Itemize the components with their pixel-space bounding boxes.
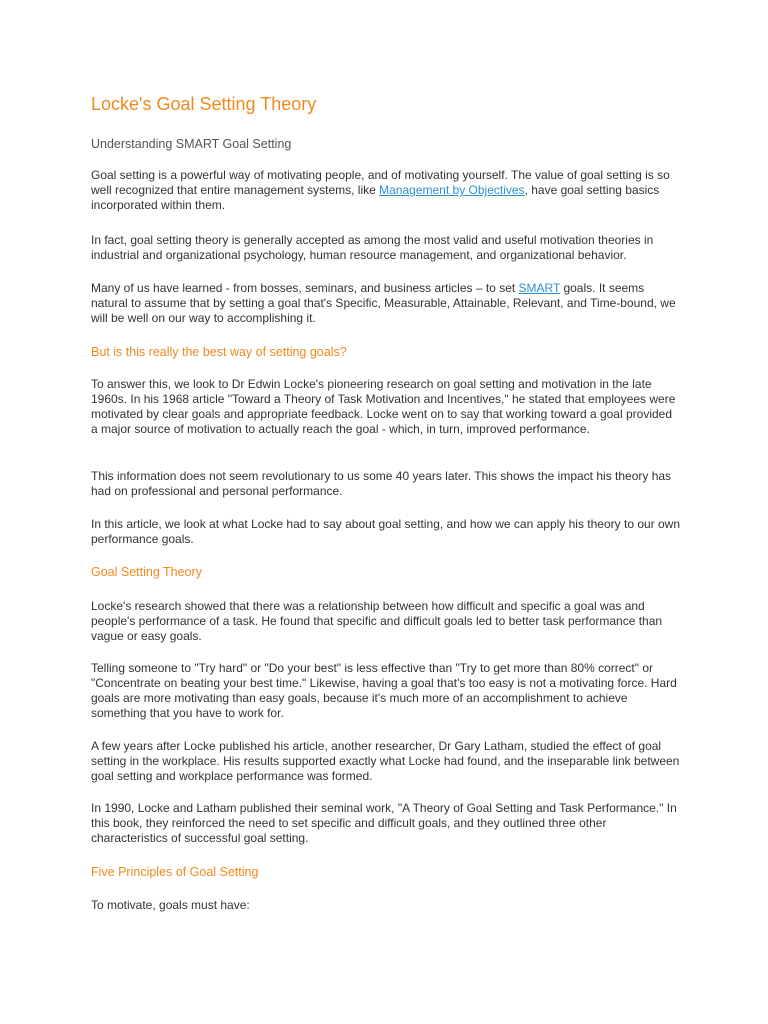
smart-link[interactable]: SMART <box>518 281 561 295</box>
paragraph-text: , have goal setting basics incorporated within them. <box>91 183 660 212</box>
paragraph-1990: In 1990, Locke and Latham published their seminal work, "A Theory of Goal Setting and Task Performance." In this book, they reinforced the need to set specific and difficult goals, and they outlined three other characteristics of successful goal setting. <box>91 801 677 845</box>
paragraph-article-scope: In this article, we look at what Locke had to say about goal setting, and how we can apply his theory to our own performance goals. <box>91 517 681 546</box>
management-by-objectives-link[interactable]: Management by Objectives <box>379 183 525 197</box>
paragraph-latham: A few years after Locke published his article, another researcher, Dr Gary Latham, studied the effect of goal setting in the workplace. His results supported exactly what Locke had found, and the inseparable link between goal setting and workplace performance was formed. <box>91 739 680 783</box>
paragraph-try-hard: Telling someone to "Try hard" or "Do your best" is less effective than "Try to get more than 80% correct" or "Concentrate on beating your best time." Likewise, having a goal that's too easy is not a motivating force. Hard goals are more motivating than easy goals, because it's much more of an accomplishment to achieve something that you have to work for. <box>91 661 677 720</box>
section-heading-best-way: But is this really the best way of setting goals? <box>91 345 347 359</box>
paragraph-text: Goal setting is a powerful way of motivating people, and of motivating yourself. The value of goal setting is so well recognized that entire management systems, like <box>91 168 670 197</box>
paragraph-smart <box>91 281 681 326</box>
paragraph-impact: This information does not seem revolutionary to us some 40 years later. This shows the impact his theory has had on professional and personal performance. <box>91 469 672 498</box>
page-subtitle: Understanding SMART Goal Setting <box>91 137 292 151</box>
paragraph-intro <box>91 168 681 213</box>
paragraph-text: Many of us have learned - from bosses, seminars, and business articles – to set <box>91 281 519 295</box>
section-heading-goal-setting-theory: Goal Setting Theory <box>91 565 202 579</box>
paragraph-relationship: Locke's research showed that there was a relationship between how difficult and specific a goal was and people's performance of a task. He found that specific and difficult goals led to better task performance than vague or easy goals. <box>91 599 663 643</box>
paragraph-validity: In fact, goal setting theory is generally accepted as among the most valid and useful motivation theories in industrial and organizational psychology, human resource management, and organizational behavior. <box>91 233 654 262</box>
paragraph-text: goals. It seems natural to assume that by setting a goal that's Specific, Measurable, Attainable, Relevant, and Time-bound, we will be well on our way to accomplishing it. <box>91 281 676 325</box>
paragraph-locke-research: To answer this, we look to Dr Edwin Locke's pioneering research on goal setting and motivation in the late 1960s. In his 1968 article "Toward a Theory of Task Motivation and Incentives," he stated that employees were motivated by clear goals and appropriate feedback. Locke went on to say that working toward a goal provided a major source of motivation to actually reach the goal - which, in turn, improved performance. <box>91 377 676 436</box>
paragraph-to-motivate: To motivate, goals must have: <box>91 898 250 912</box>
page-title: Locke's Goal Setting Theory <box>91 94 317 114</box>
section-heading-five-principles: Five Principles of Goal Setting <box>91 865 259 879</box>
